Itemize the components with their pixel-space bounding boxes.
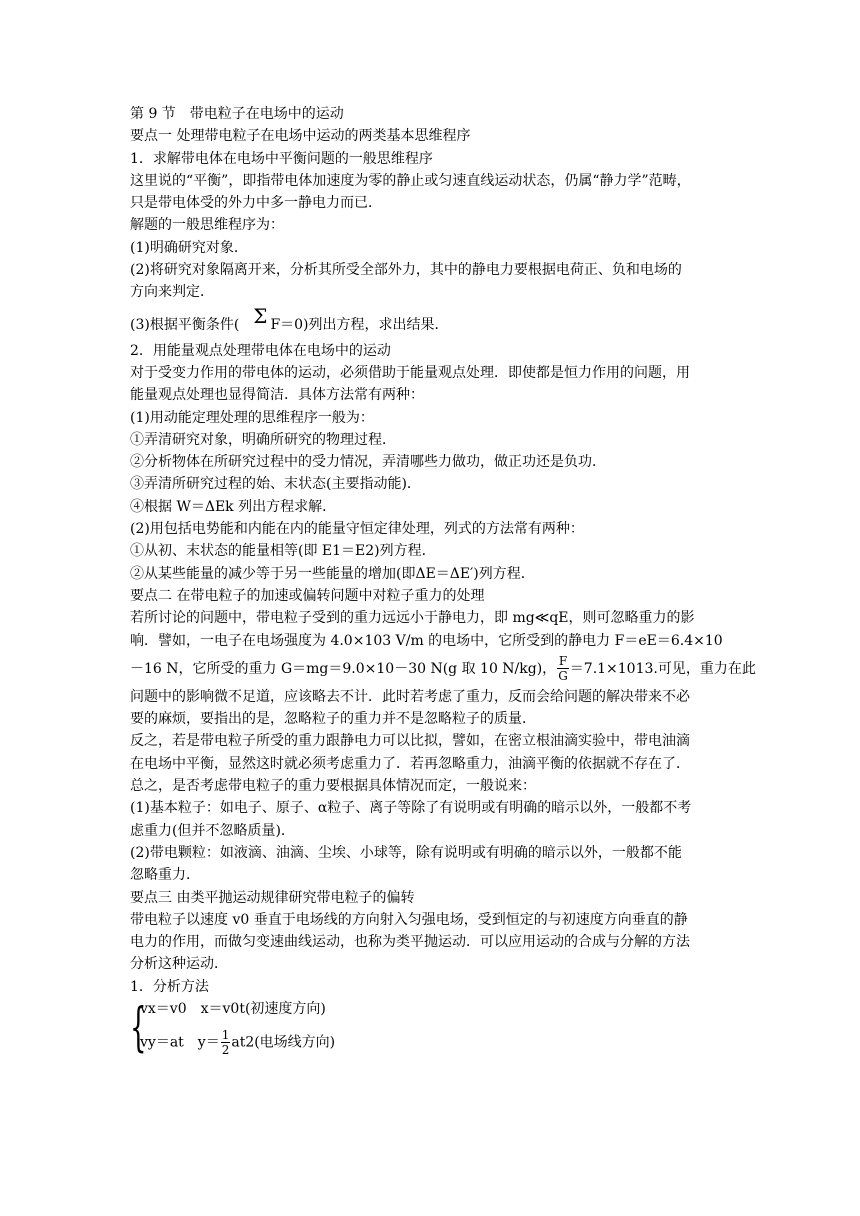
paragraph-line: 总之，是否考虑带电粒子的重力要根据具体情况而定，一般说来： xyxy=(130,778,536,795)
equation-row: vx＝v0 x＝v0t(初速度方向) xyxy=(140,1000,326,1017)
paragraph-line: (1)基本粒子：如电子、原子、α粒子、离子等除了有说明或有明确的暗示以外，一般都不考 xyxy=(130,800,692,817)
text-fragment: ＝7.1×1013.可见，重力在此 xyxy=(569,660,756,677)
fraction-line xyxy=(130,652,756,686)
paragraph-line: ①从初、末状态的能量相等(即 E1＝E2)列方程． xyxy=(130,543,436,560)
left-brace-icon: { xyxy=(130,997,147,1058)
paragraph-line: ②从某些能量的减少等于另一些能量的增加(即ΔE＝ΔE′)列方程． xyxy=(130,565,535,582)
fraction-denominator: G xyxy=(558,669,568,684)
paragraph-line: 忽略重力． xyxy=(130,867,200,884)
paragraph-line: (2)将研究对象隔离开来，分析其所受全部外力，其中的静电力要根据电荷正、负和电场的 xyxy=(130,262,682,279)
text-fragment: vy＝at y＝ xyxy=(140,1034,220,1051)
key-point-1-heading: 要点一 处理带电粒子在电场中运动的两类基本思维程序 xyxy=(130,128,471,145)
paragraph-line: 对于受变力作用的带电体的运动，必须借助于能量观点处理．即使都是恒力作用的问题，用 xyxy=(130,364,690,381)
equation-row xyxy=(140,1028,730,1057)
paragraph-line: 解题的一般思维程序为： xyxy=(130,217,284,234)
sigma-symbol: Σ xyxy=(253,303,268,328)
paragraph-line: 问题中的影响微不足道，应该略去不计．此时若考虑了重力，反而会给问题的解决带来不必 xyxy=(130,688,690,705)
fraction-numerator: F xyxy=(558,654,568,669)
paragraph-line: (2)带电颗粒：如液滴、油滴、尘埃、小球等，除有说明或有明确的暗示以外，一般都不能 xyxy=(130,844,682,861)
paragraph-line: 若所讨论的问题中，带电粒子受到的重力远远小于静电力，即 mg≪qE，则可忽略重力的影 xyxy=(130,610,695,627)
paragraph-line: 只是带电体受的外力中多一静电力而已． xyxy=(130,195,382,212)
key-point-3-heading: 要点三 由类平抛运动规律研究带电粒子的偏转 xyxy=(130,889,415,906)
key-point-2-heading: 要点二 在带电粒子的加速或偏转问题中对粒子重力的处理 xyxy=(130,587,485,604)
paragraph-line: 要的麻烦，要指出的是，忽略粒子的重力并不是忽略粒子的质量． xyxy=(130,711,536,728)
subsection-1-title: 1．求解带电体在电场中平衡问题的一般思维程序 xyxy=(130,150,433,167)
paragraph-line: ④根据 W＝ΔEk 列出方程求解． xyxy=(130,498,337,515)
paragraph-line: 能量观点处理也显得简洁．具体方法常有两种： xyxy=(130,387,424,404)
paragraph-line: (1)明确研究对象． xyxy=(130,239,248,256)
paragraph-line: 这里说的“平衡”，即指带电体加速度为零的静止或匀速直线运动状态，仍属“静力学”范畴， xyxy=(130,172,691,189)
fraction-numerator: 1 xyxy=(221,1027,230,1042)
text-fragment: (3)根据平衡条件( xyxy=(130,316,240,333)
document-page xyxy=(130,103,756,1066)
subsection-title: 1．分析方法 xyxy=(130,978,209,995)
paragraph-line: 方向来判定． xyxy=(130,284,214,301)
paragraph-line: 反之，若是带电粒子所受的重力跟静电力可以比拟，譬如，在密立根油滴实验中，带电油滴 xyxy=(130,733,690,750)
section-title: 第 9 节 带电粒子在电场中的运动 xyxy=(130,106,344,122)
equilibrium-condition-line xyxy=(130,304,730,340)
paragraph-line: 带电粒子以速度 v0 垂直于电场线的方向射入匀强电场，受到恒定的与初速度方向垂直的静 xyxy=(130,911,688,928)
paragraph-line: ①弄清研究对象，明确所研究的物理过程． xyxy=(130,431,396,448)
paragraph-line: 电力的作用，而做匀变速曲线运动，也称为类平抛运动．可以应用运动的合成与分解的方法 xyxy=(130,934,690,951)
paragraph-line: 分析这种运动． xyxy=(130,956,228,973)
text-fragment: F＝0)列出方程，求出结果． xyxy=(270,316,449,333)
paragraph-line: 虑重力(但并不忽略质量)． xyxy=(130,822,295,839)
equation-system xyxy=(130,998,730,1066)
paragraph-line: ③弄清所研究过程的始、末状态(主要指动能)． xyxy=(130,476,421,493)
subsection-2-title: 2．用能量观点处理带电体在电场中的运动 xyxy=(130,342,391,359)
fraction-one-half xyxy=(221,1028,231,1057)
text-fragment: at2(电场线方向) xyxy=(231,1034,336,1051)
paragraph-line: 在电场中平衡，显然这时就必须考虑重力了．若再忽略重力，油滴平衡的依据就不存在了． xyxy=(130,755,690,772)
paragraph-line: (1)用动能定理处理的思维程序一般为： xyxy=(130,409,374,426)
fraction-denominator: 2 xyxy=(221,1042,230,1057)
paragraph-line: (2)用包括电势能和内能在内的能量守恒定律处理，列式的方法常有两种： xyxy=(130,521,584,538)
paragraph-line: ②分析物体在所研究过程中的受力情况，弄清哪些力做功，做正功还是负功． xyxy=(130,454,606,471)
fraction-f-over-g xyxy=(557,654,569,683)
paragraph-line: 响．譬如，一电子在电场强度为 4.0×103 V/m 的电场中，它所受到的静电力 F＝eE＝6.4×10 xyxy=(130,632,723,649)
text-fragment: －16 N，它所受的重力 G＝mg＝9.0×10－30 N(g 取 10 N/kg)， xyxy=(130,660,557,677)
